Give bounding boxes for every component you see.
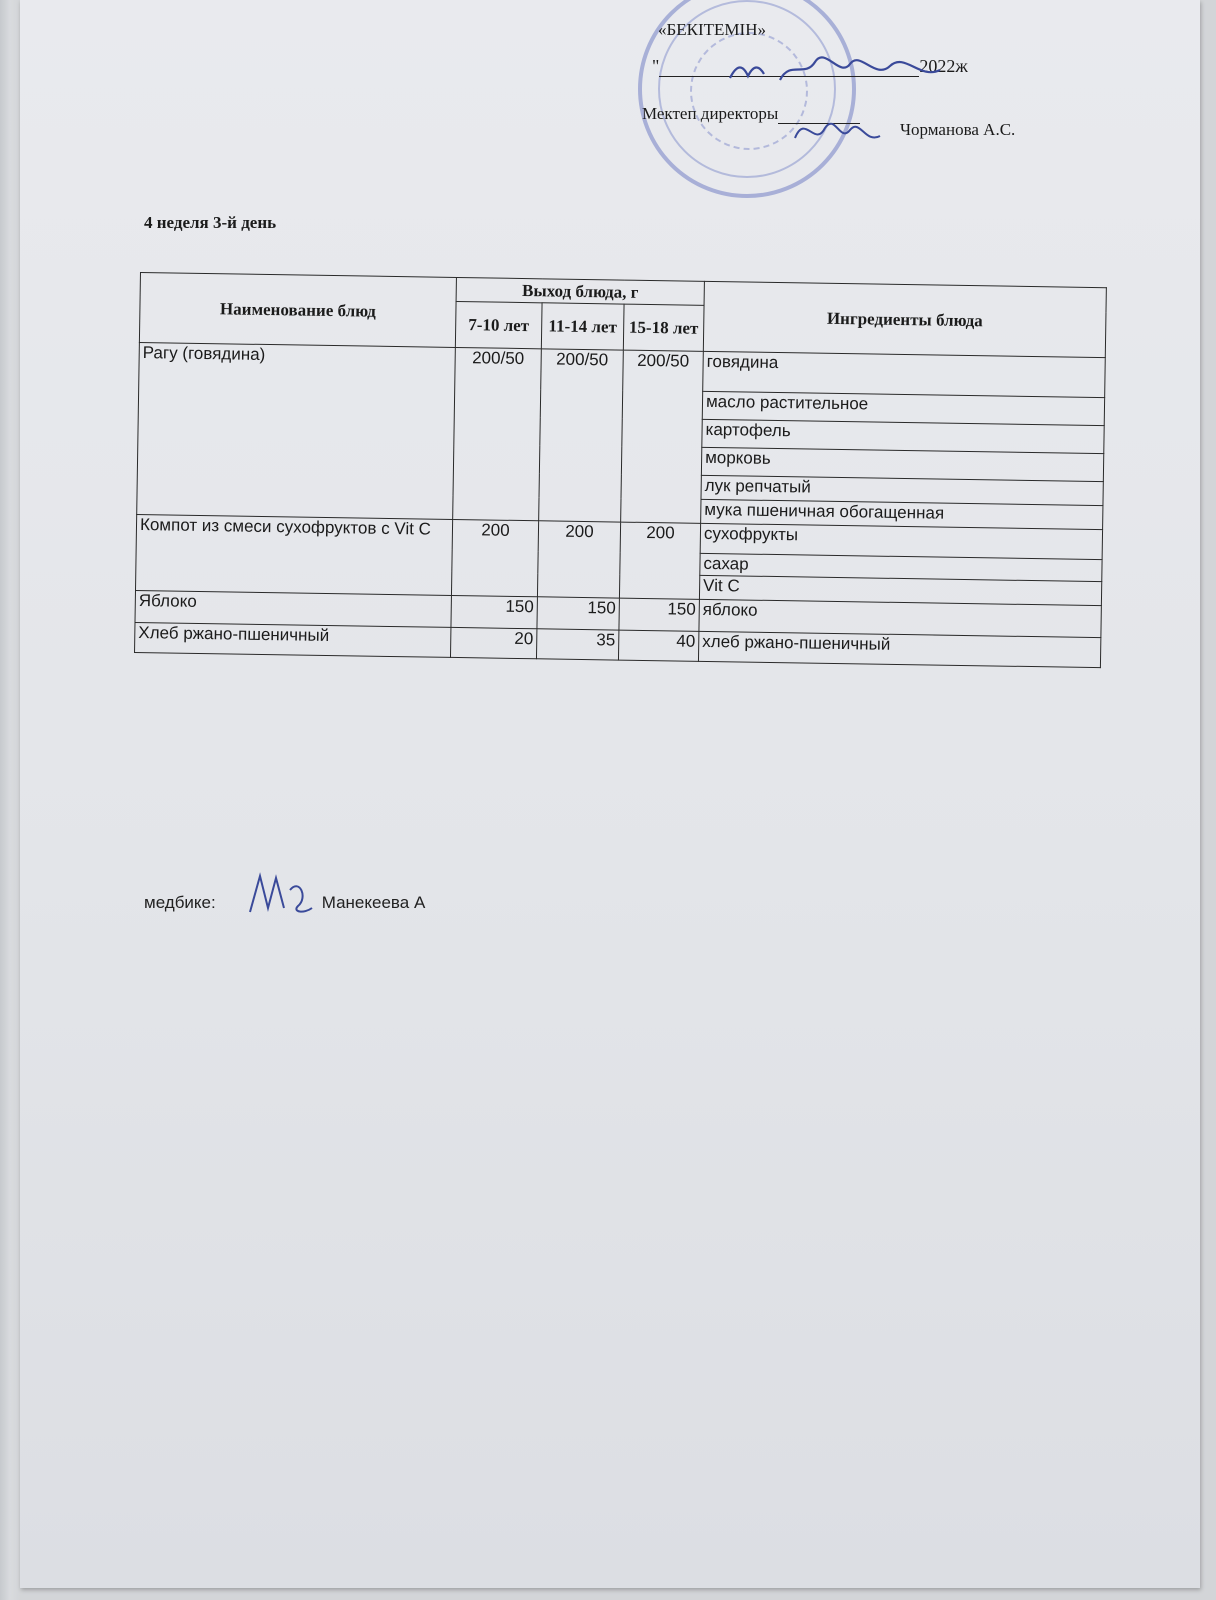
director-signature bbox=[790, 108, 890, 153]
ingredient: масло растительное bbox=[702, 391, 1104, 425]
director-name: Чорманова А.С. bbox=[900, 120, 1016, 139]
dish-output-7-10: 150 bbox=[451, 595, 537, 628]
director-label: Мектеп директоры bbox=[642, 104, 779, 123]
ingredient: мука пшеничная обогащенная bbox=[701, 499, 1103, 529]
header-age-15-18: 15-18 лет bbox=[623, 304, 704, 351]
dish-output-15-18: 200/50 bbox=[621, 350, 704, 523]
approval-year: 2022ж bbox=[919, 56, 968, 76]
dish-output-11-14: 35 bbox=[536, 629, 618, 660]
header-age-7-10: 7-10 лет bbox=[455, 301, 542, 348]
ingredient: яблоко bbox=[699, 599, 1101, 637]
page-title: 4 неделя 3-й день bbox=[144, 213, 277, 232]
dish-output-11-14: 200 bbox=[537, 521, 620, 598]
dish-output-11-14: 200/50 bbox=[539, 349, 624, 522]
dish-name: Хлеб ржано-пшеничный bbox=[135, 622, 451, 657]
handwritten-date-signature bbox=[720, 50, 950, 90]
dish-output-11-14: 150 bbox=[537, 597, 619, 630]
dish-output-7-10: 200 bbox=[451, 519, 538, 596]
nurse-label: медбике: bbox=[144, 893, 216, 912]
approval-label: «БЕКІТЕМІН» bbox=[658, 20, 766, 39]
dish-name: Рагу (говядина) bbox=[137, 342, 456, 519]
ingredient: Vit C bbox=[699, 575, 1101, 605]
ingredient: сухофрукты bbox=[700, 523, 1102, 559]
ingredient: морковь bbox=[701, 447, 1103, 481]
dish-name: Яблоко bbox=[135, 590, 451, 627]
dish-output-7-10: 200/50 bbox=[453, 347, 542, 520]
header-ingredients: Ингредиенты блюда bbox=[703, 281, 1106, 357]
dish-output-15-18: 40 bbox=[618, 630, 698, 661]
dish-output-15-18: 200 bbox=[619, 522, 700, 599]
ingredient: говядина bbox=[703, 351, 1106, 397]
dish-output-7-10: 20 bbox=[450, 627, 536, 658]
ingredient: картофель bbox=[702, 419, 1104, 453]
header-age-11-14: 11-14 лет bbox=[541, 303, 624, 350]
ingredient: хлеб ржано-пшеничный bbox=[698, 631, 1100, 667]
menu-table bbox=[134, 272, 1107, 668]
nurse-name: Манекеева А bbox=[321, 893, 426, 912]
approval-date-line: " 2022ж bbox=[652, 56, 968, 76]
ingredient: лук репчатый bbox=[701, 475, 1103, 505]
dish-name: Компот из смеси сухофруктов с Vit C bbox=[135, 514, 452, 595]
document-page bbox=[20, 0, 1200, 1588]
nurse-signature bbox=[242, 868, 322, 918]
ingredient: сахар bbox=[700, 553, 1102, 581]
dish-output-15-18: 150 bbox=[619, 598, 699, 631]
header-output: Выход блюда, г bbox=[456, 277, 704, 305]
header-dish-name: Наименование блюд bbox=[139, 273, 456, 348]
